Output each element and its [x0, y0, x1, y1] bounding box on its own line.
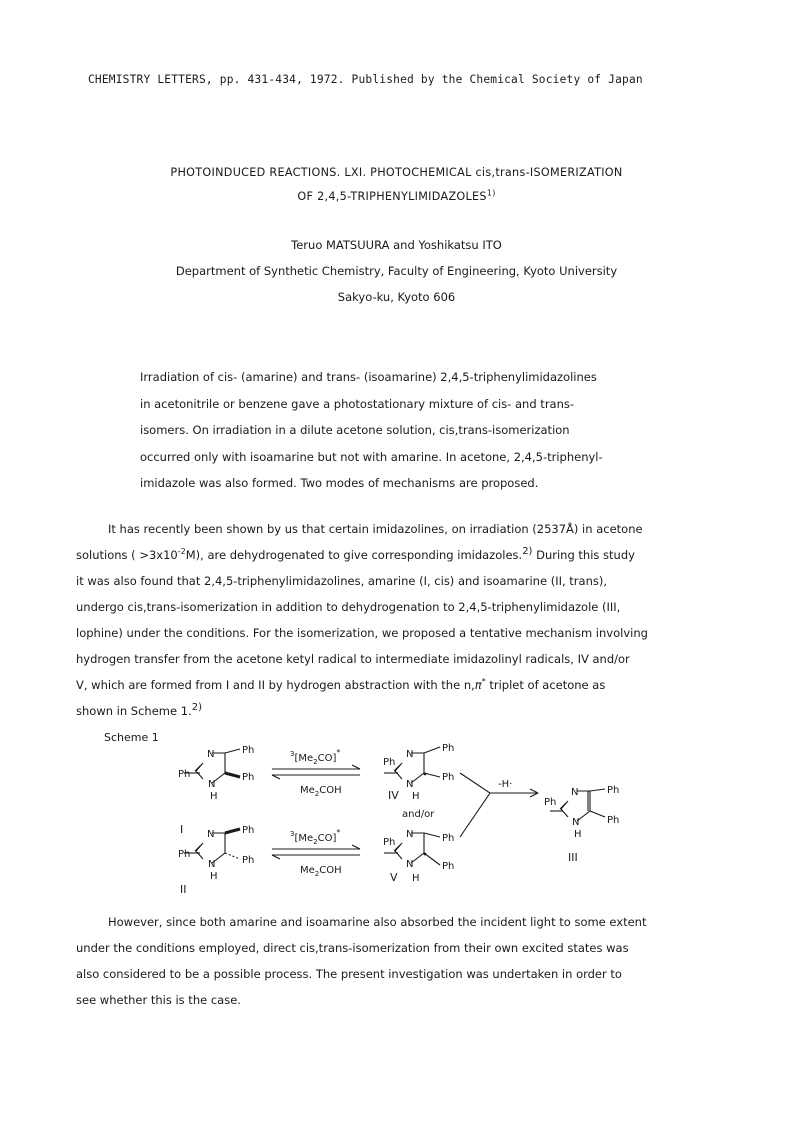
- n-label: N: [208, 859, 216, 870]
- text-run: CO]: [317, 833, 337, 844]
- abstract-line: occurred only with isoamarine but not with amarine. In acetone, 2,4,5-triphenyl-: [140, 449, 603, 464]
- star-mark: *: [481, 677, 486, 687]
- reagent-acetone-triplet: [290, 828, 340, 846]
- subscript: 2: [314, 790, 320, 798]
- reference-mark: 2): [522, 546, 533, 558]
- ph-label: Ph: [442, 833, 455, 844]
- converging-lines: [460, 773, 490, 837]
- journal-header: CHEMISTRY LETTERS, pp. 431-434, 1972. Published by the Chemical Society of Japan: [88, 73, 643, 86]
- body-line: hydrogen transfer from the acetone ketyl radical to intermediate imidazolinyl radicals, IV and/or: [76, 652, 630, 666]
- body-line: see whether this is the case.: [76, 993, 241, 1007]
- abstract-line: in acetonitrile or benzene gave a photostationary mixture of cis- and trans-: [140, 396, 575, 411]
- paper-title-text: OF 2,4,5-TRIPHENYLIMIDAZOLES: [297, 190, 487, 203]
- ph-label: Ph: [242, 855, 255, 866]
- text-run: V, which are formed from I and II by hydrogen abstraction with the n,: [76, 678, 475, 692]
- body-line: lophine) under the conditions. For the isomerization, we proposed a tentative mechanism involving: [76, 626, 648, 640]
- subscript: 2: [313, 838, 318, 846]
- ph-bond: [590, 811, 605, 817]
- body-line: also considered to be a possible process. The present investigation was undertaken in order to: [76, 967, 622, 981]
- reaction-scheme: [100, 725, 720, 905]
- text-run: triplet of acetone as: [485, 678, 606, 692]
- abstract: [140, 364, 680, 497]
- n-label: N: [406, 859, 414, 870]
- superscript: 3: [290, 830, 295, 838]
- paragraph-1: [76, 516, 716, 724]
- paper-title-line-2: [0, 190, 793, 203]
- ph-label: Ph: [442, 743, 455, 754]
- h-label: H: [574, 829, 582, 840]
- ph-bond: [225, 749, 240, 753]
- ph-label: Ph: [242, 772, 255, 783]
- ring-double-bond: [195, 845, 201, 851]
- n-label: N: [406, 749, 414, 760]
- star-mark: *: [336, 828, 341, 837]
- paper-title-line-1: PHOTOINDUCED REACTIONS. LXI. PHOTOCHEMICAL cis,trans-ISOMERIZATION: [170, 166, 623, 179]
- ph-label: Ph: [383, 837, 396, 848]
- scheme-drawing: [100, 725, 720, 905]
- ring-double-bond: [195, 765, 201, 771]
- authors: Teruo MATSUURA and Yoshikatsu ITO: [291, 238, 502, 252]
- reagent-acetone-triplet: [290, 748, 340, 766]
- compound-label-IV: IV: [388, 789, 399, 802]
- hash-bond: [225, 853, 240, 859]
- body-line: it was also found that 2,4,5-triphenylimidazolines, amarine (I, cis) and isoamarine (II, trans),: [76, 574, 607, 588]
- scheme-label: Scheme 1: [104, 731, 159, 744]
- ph-label: Ph: [544, 797, 557, 808]
- abstract-line: Irradiation of cis- (amarine) and trans- (isoamarine) 2,4,5-triphenylimidazolines: [140, 370, 597, 384]
- ph-label: Ph: [607, 785, 620, 796]
- text-run: CO]: [317, 753, 337, 764]
- ph-label: Ph: [442, 772, 455, 783]
- reverse-arrow: [272, 855, 360, 859]
- text-run: Me: [300, 785, 315, 796]
- h-label: H: [412, 873, 420, 884]
- text-run: [Me: [294, 753, 314, 764]
- ring-bond: [196, 763, 203, 779]
- body-line: [76, 698, 716, 724]
- h-label: H: [210, 791, 218, 802]
- ph-bond: [424, 747, 440, 753]
- n-label: N: [406, 829, 414, 840]
- reverse-arrow: [272, 775, 360, 779]
- body-line: It has recently been shown by us that certain imidazolines, on irradiation (2537Å) in acetone: [108, 522, 643, 536]
- star-mark: *: [336, 748, 341, 757]
- title-footnote-mark: 1): [486, 188, 496, 198]
- abstract-line: isomers. On irradiation in a dilute acetone solution, cis,trans-isomerization: [140, 423, 570, 437]
- text-run: [Me: [294, 833, 314, 844]
- n-label: N: [571, 787, 579, 798]
- radical-dot: [424, 773, 427, 776]
- n-label: N: [207, 829, 215, 840]
- ph-label: Ph: [178, 769, 191, 780]
- h-label: H: [210, 871, 218, 882]
- pi-symbol: π: [474, 678, 482, 692]
- subscript: 2: [314, 870, 320, 878]
- text-run: solutions ( >3x10: [76, 548, 178, 562]
- wedge-bond: [225, 773, 240, 777]
- compound-label-I: I: [180, 823, 184, 836]
- superscript: 3: [290, 750, 295, 758]
- body-line: under the conditions employed, direct cis,trans-isomerization from their own excited states was: [76, 941, 629, 955]
- text-run: During this study: [532, 548, 635, 562]
- body-line: [76, 542, 716, 568]
- n-label: N: [208, 779, 216, 790]
- text-run: M), are dehydrogenated to give corresponding imidazoles.: [185, 548, 523, 562]
- body-line: undergo cis,trans-isomerization in addition to dehydrogenation to 2,4,5-triphenylimidazole (III,: [76, 600, 621, 614]
- affiliation: Department of Synthetic Chemistry, Faculty of Engineering, Kyoto University: [175, 264, 618, 278]
- ph-bond: [590, 789, 605, 791]
- ph-label: Ph: [242, 745, 255, 756]
- ring-double-bond: [560, 803, 566, 809]
- address: Sakyo-ku, Kyoto 606: [337, 290, 456, 304]
- ring-bond: [196, 843, 203, 859]
- text-run: shown in Scheme 1.: [76, 704, 192, 718]
- h-label: H: [412, 791, 420, 802]
- compound-label-V: V: [390, 871, 398, 884]
- ph-label: Ph: [383, 757, 396, 768]
- n-label: N: [406, 779, 414, 790]
- minus-h-label: -H·: [498, 779, 513, 790]
- reagent-ketyl: [300, 865, 342, 878]
- ph-label: Ph: [442, 861, 455, 872]
- text-run: COH: [319, 785, 342, 796]
- subscript: 2: [313, 758, 318, 766]
- ph-label: Ph: [242, 825, 255, 836]
- ring-bond: [395, 843, 402, 859]
- exponent: -2: [177, 547, 186, 557]
- and-or-label: and/or: [402, 809, 435, 820]
- text-run: COH: [319, 865, 342, 876]
- ph-bond: [424, 853, 440, 865]
- ph-label: Ph: [607, 815, 620, 826]
- body-line: However, since both amarine and isoamarine also absorbed the incident light to some extent: [108, 915, 647, 929]
- radical-dot: [424, 853, 427, 856]
- ph-label: Ph: [178, 849, 191, 860]
- paragraph-2: [76, 909, 716, 1013]
- ph-bond: [424, 773, 440, 777]
- n-label: N: [572, 817, 580, 828]
- wedge-bond: [225, 829, 240, 833]
- reagent-ketyl: [300, 785, 342, 798]
- n-label: N: [207, 749, 215, 760]
- abstract-line: imidazole was also formed. Two modes of mechanisms are proposed.: [140, 476, 539, 490]
- ph-bond: [424, 833, 440, 837]
- compound-label-II: II: [180, 883, 187, 896]
- body-line: [76, 672, 716, 698]
- text-run: Me: [300, 865, 315, 876]
- compound-label-III: III: [568, 851, 578, 864]
- arrow-to-III: [490, 789, 538, 797]
- ring-bond: [395, 763, 402, 779]
- ring-bond: [561, 801, 568, 817]
- reference-mark: 2): [191, 702, 202, 714]
